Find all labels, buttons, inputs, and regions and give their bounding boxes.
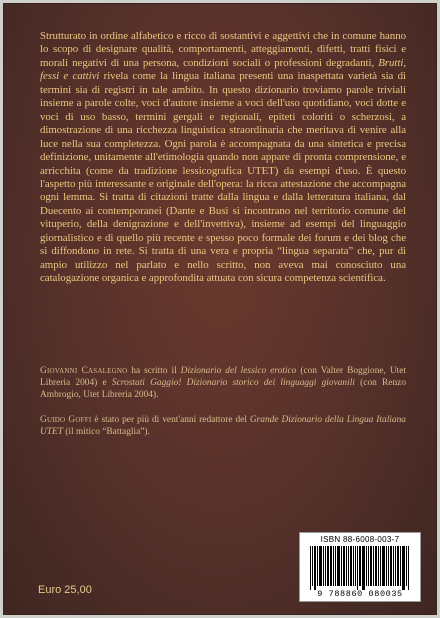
barcode-bar bbox=[327, 546, 329, 586]
bio-text: (il mitico “Battaglia”). bbox=[62, 427, 150, 437]
barcode-bar bbox=[330, 546, 332, 586]
bio-text: (con Valter Boggione, Utet Libreria 2004) e bbox=[40, 366, 406, 388]
barcode-bar bbox=[370, 546, 372, 586]
barcode-bar bbox=[400, 546, 401, 586]
blurb-part-2: rivela come la lingua italiana presenti una inaspettata varietà sia di termini sia di registri in tale ambito. In questo dizionario troviamo parole triviali insieme a parole colte, voci d'autore insieme a voci dell'uso quotidiano, voci dotte e voci di uso basso, termini gergali e regionali, epiteti coloriti o scherzosi, a dimostrazione di una ricchezza linguistica straordinaria che meritava di venire alla luce nella sua completezza. Ogni parola è accompagnata da una sintetica e precisa definizione, unitamente all'etimologia quando non appare di pronta comprensione, e arricchita (come da tradizione lessicografica UTET) da esempi d'uso. È questo l'aspetto più interessante e originale dell'opera: la ricca attestazione che accompagna ogni lemma. Si tratta di citazioni tratte dalla lingua e dalla letteratura italiana, dal Duecento ai contemporanei (Dante e Busi si incontrano nel territorio comune del vituperio, della denigrazione e dell'invettiva), insieme ad esempi del linguaggio giornalistico e di quello più recente e spesso poco formale dei forum e dei blog che si diffondono in rete. Si tratta di una vera e propria “lingua separata” che, pur di ampio utilizzo nel parlato e nello scritto, non aveva mai conosciuto una catalogazione organica e approfondita attuata con sicura competenza scientifica. bbox=[40, 70, 406, 285]
barcode-bar bbox=[310, 546, 311, 590]
barcode-bar bbox=[333, 546, 334, 586]
barcode-bar bbox=[373, 546, 374, 586]
barcode-bar bbox=[353, 546, 354, 586]
barcode-bar bbox=[355, 546, 356, 586]
barcode-bar bbox=[362, 546, 365, 590]
barcode-bar bbox=[323, 546, 324, 586]
author-bio-casalegno bbox=[40, 365, 406, 401]
barcode-bar bbox=[350, 546, 352, 586]
bio-book-title: Grande Dizionario della Lingua Italiana UTET bbox=[40, 415, 406, 437]
barcode-bar bbox=[341, 546, 342, 586]
barcode-bar bbox=[359, 546, 361, 586]
barcode-bar bbox=[402, 546, 405, 590]
barcode-bar bbox=[343, 546, 345, 586]
barcode-bar bbox=[390, 546, 392, 586]
back-cover bbox=[4, 4, 436, 614]
bio-text: ha scritto il bbox=[127, 366, 181, 376]
barcode-bar bbox=[368, 546, 369, 586]
barcode-bar bbox=[388, 546, 389, 586]
barcode-bar bbox=[386, 546, 387, 586]
barcode-bar bbox=[348, 546, 349, 586]
barcode-bar bbox=[366, 546, 367, 586]
author-bio-goffi bbox=[40, 414, 406, 438]
barcode-bar bbox=[395, 546, 396, 586]
bio-book-title: Dizionario del lessico erotico bbox=[180, 366, 297, 376]
barcode-bar bbox=[317, 546, 318, 586]
barcode-bar bbox=[335, 546, 336, 586]
barcode-bar bbox=[406, 546, 407, 586]
barcode-bar bbox=[380, 546, 381, 586]
bio-text: è stato per più di vent'anni redattore del bbox=[91, 415, 250, 425]
barcode-digits: 9 788860 080035 bbox=[317, 589, 403, 599]
barcode-bar bbox=[346, 546, 347, 586]
isbn-label: ISBN 88-6008-003-7 bbox=[320, 535, 400, 544]
price-label: Euro 25,00 bbox=[38, 584, 92, 596]
barcode-bar bbox=[393, 546, 394, 586]
barcode-bar bbox=[408, 546, 409, 590]
isbn-barcode bbox=[299, 532, 421, 602]
barcode-bar bbox=[357, 546, 358, 590]
barcode-bar bbox=[319, 546, 322, 586]
author-name: Giovanni Casalegno bbox=[40, 366, 128, 376]
barcode-bar bbox=[378, 546, 379, 586]
barcode-bars bbox=[310, 546, 410, 588]
blurb-text bbox=[40, 30, 406, 286]
blurb-part-1: Strutturato in ordine alfabetico e ricco di sostantivi e aggettivi che in comune hanno lo scopo di designare qualità, comportamenti, atteggiamenti, difetti, tratti fisici e morali negativi di una persona, condizioni sociali o professioni degradanti, bbox=[40, 30, 406, 69]
author-name: Guido Goffi bbox=[40, 415, 92, 425]
barcode-bar bbox=[312, 546, 313, 586]
barcode-bar bbox=[314, 546, 316, 590]
bio-text: (con Renzo Ambrogio, Utet Libreria 2004). bbox=[40, 378, 407, 400]
blurb-book-title: Brutti, fessi e cattivi bbox=[40, 56, 406, 83]
barcode-bar bbox=[375, 546, 377, 586]
bio-book-title: Scrostati Gaggio! Dizionario storico dei linguaggi giovanili bbox=[111, 378, 355, 388]
barcode-bar bbox=[397, 546, 399, 586]
barcode-bar bbox=[325, 546, 326, 586]
barcode-bar bbox=[382, 546, 385, 586]
barcode-bar bbox=[337, 546, 340, 586]
